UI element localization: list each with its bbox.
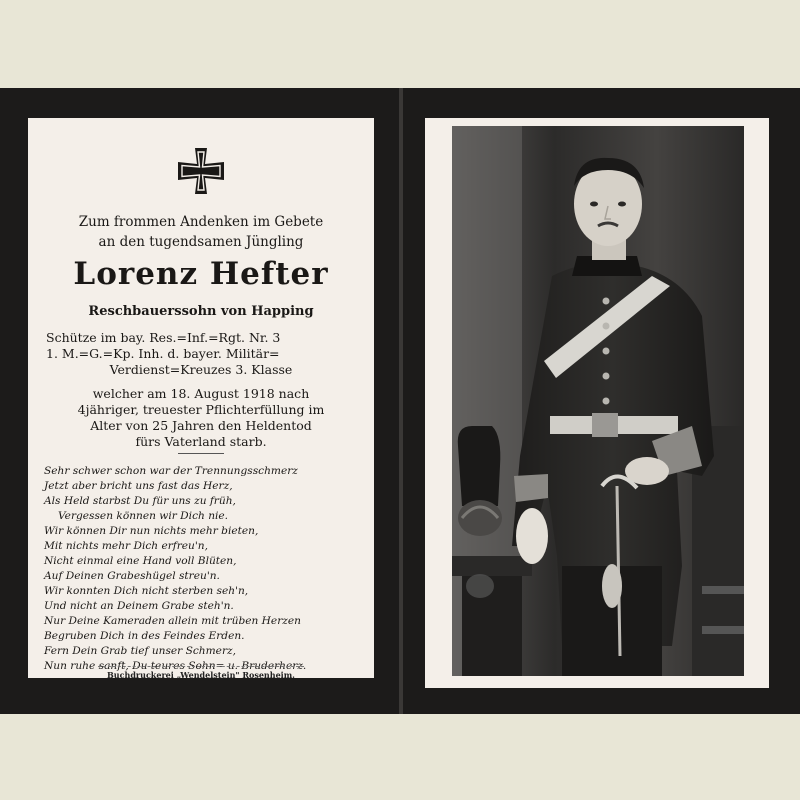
iron-cross-icon [176, 146, 226, 196]
death-line-4: fürs Vaterland starb. [135, 434, 267, 449]
memorial-poem [44, 464, 366, 674]
rank-line-3: Verdienst=Kreuzes 3. Klasse [109, 362, 293, 377]
portrait-photo [452, 126, 744, 676]
death-line-1: welcher am 18. August 1918 nach [92, 386, 310, 401]
photo-page [425, 118, 769, 688]
intro-line-1: Zum frommen Andenken im Gebete [78, 214, 324, 230]
poem-line: Sehr schwer schon war der Trennungsschmerz [44, 465, 298, 477]
deceased-origin: Reschbauerssohn von Happing [88, 304, 314, 319]
poem-line: Auf Deinen Grabeshügel streu'n. [44, 570, 220, 582]
poem-line: Wir konnten Dich nicht sterben seh'n, [44, 585, 249, 597]
poem-line: Nur Deine Kameraden allein mit trüben Herzen [44, 615, 301, 627]
rank-line-2: 1. M.=G.=Kp. Inh. d. bayer. Militär= [46, 346, 280, 361]
poem-line: Als Held starbst Du für uns zu früh, [44, 495, 236, 507]
soldier-portrait-image [452, 126, 744, 676]
card-text-page [28, 118, 374, 678]
poem-line: Mit nichts mehr Dich erfreu'n, [44, 540, 208, 552]
poem-line: Und nicht an Deinem Grabe steh'n. [44, 600, 234, 612]
poem-line: Begruben Dich in des Feindes Erden. [44, 630, 245, 642]
death-line-3: Alter von 25 Jahren den Heldentod [90, 418, 312, 433]
printer-imprint: Buchdruckerei „Wendelstein" Rosenheim. [107, 670, 295, 680]
memorial-card-right-panel [403, 88, 800, 714]
poem-line: Wir können Dir nun nichts mehr bieten, [44, 525, 259, 537]
military-rank-text [46, 330, 356, 378]
memorial-card-left-panel [0, 88, 400, 714]
divider-rule [178, 453, 224, 454]
footer-dashed-rule [98, 666, 304, 667]
poem-line: Nun ruhe sanft, Du teures Sohn= u. Bruderherz. [44, 660, 307, 672]
poem-line: Vergessen können wir Dich nie. [58, 510, 229, 522]
death-line-2: 4jähriger, treuester Pflichterfüllung im [77, 402, 325, 417]
poem-line: Nicht einmal eine Hand voll Blüten, [44, 555, 237, 567]
rank-line-1: Schütze im bay. Res.=Inf.=Rgt. Nr. 3 [46, 330, 281, 345]
poem-line: Fern Dein Grab tief unser Schmerz, [44, 645, 236, 657]
intro-line-2: an den tugendsamen Jüngling [98, 234, 304, 250]
death-notice-text [46, 386, 356, 450]
intro-text [28, 212, 374, 252]
deceased-name: Lorenz Hefter [73, 256, 329, 292]
poem-line: Jetzt aber bricht uns fast das Herz, [44, 480, 233, 492]
